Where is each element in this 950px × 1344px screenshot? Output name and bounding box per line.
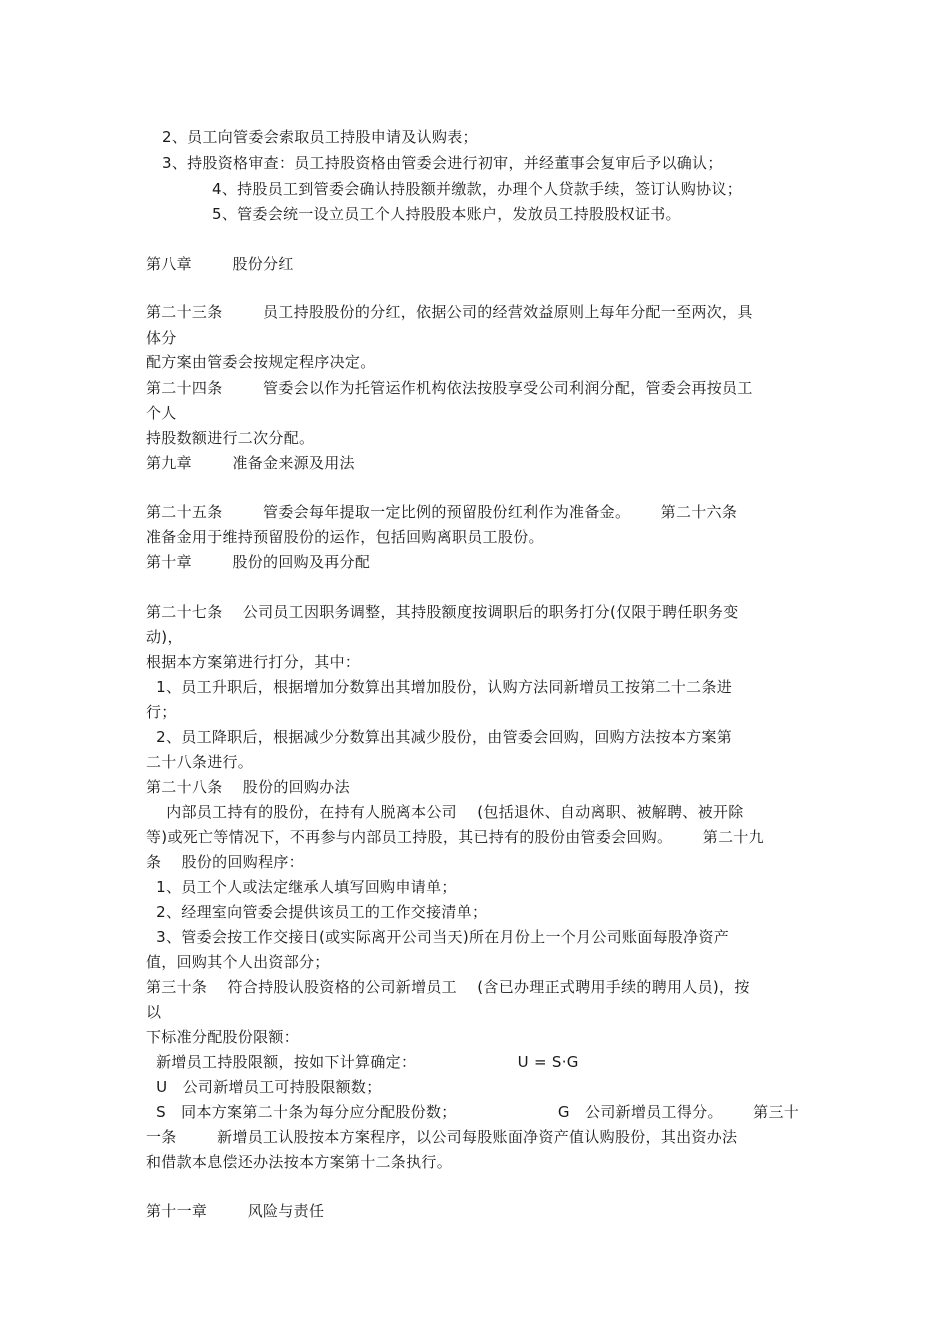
text-line: 个人 (146, 404, 177, 422)
text-line: S 同本方案第二十条为每分应分配股份数； G 公司新增员工得分。 第三十 (146, 1103, 800, 1121)
text-line: 条 股份的回购程序： (146, 853, 304, 871)
text-line: 第二十四条 管委会以作为托管运作机构依法按股享受公司利润分配，管委会再按员工 (146, 379, 753, 397)
text-line: 1、员工个人或法定继承人填写回购申请单； (146, 878, 457, 896)
text-line: 1、员工升职后，根据增加分数算出其增加股份，认购方法同新增员工按第二十二条进 (146, 678, 733, 696)
text-line: 行； (146, 703, 177, 721)
text-line: 第二十五条 管委会每年提取一定比例的预留股份红利作为准备金。 第二十六条 (146, 503, 738, 521)
formula-line: 新增员工持股限额，按如下计算确定： U = S·G (146, 1053, 579, 1071)
text-line: 第三十条 符合持股认股资格的公司新增员工 (含已办理正式聘用手续的聘用人员)，按 (146, 978, 750, 996)
text-line: 内部员工持有的股份，在持有人脱离本公司 (包括退休、自动离职、被解聘、被开除 (146, 803, 744, 821)
text-line: 值，回购其个人出资部分； (146, 953, 330, 971)
text-line: 根据本方案第进行打分，其中： (146, 653, 361, 671)
text-line: 准备金用于维持预留股份的运作，包括回购离职员工股份。 (146, 528, 544, 546)
text-line: 第二十七条 公司员工因职务调整，其持股额度按调职后的职务打分(仅限于聘任职务变 (146, 603, 739, 621)
text-line: 2、经理室向管委会提供该员工的工作交接清单； (146, 903, 488, 921)
text-line: 以 (146, 1003, 162, 1021)
text-line: 等)或死亡等情况下，不再参与内部员工持股，其已持有的股份由管委会回购。 第二十九 (146, 828, 764, 846)
text-line: 二十八条进行。 (146, 753, 254, 771)
text-line: 3、持股资格审查：员工持股资格由管委会进行初审，并经董事会复审后予以确认； (162, 154, 723, 172)
chapter-heading: 第十章 股份的回购及再分配 (146, 553, 371, 571)
chapter-heading: 第九章 准备金来源及用法 (146, 454, 355, 472)
text-line: 2、员工向管委会索取员工持股申请及认购表； (162, 128, 478, 146)
text-line: 持股数额进行二次分配。 (146, 429, 315, 447)
text-line: 一条 新增员工认股按本方案程序，以公司每股账面净资产值认购股份，其出资办法 (146, 1128, 738, 1146)
text-line: 动)， (146, 628, 183, 646)
text-line: 5、管委会统一设立员工个人持股股本账户，发放员工持股股权证书。 (212, 205, 681, 223)
text-line: 4、持股员工到管委会确认持股额并缴款，办理个人贷款手续，签订认购协议； (212, 180, 743, 198)
text-line: U 公司新增员工可持股限额数； (146, 1078, 382, 1096)
text-line: 第二十八条 股份的回购办法 (146, 778, 350, 796)
chapter-heading: 第十一章 风险与责任 (146, 1202, 325, 1220)
chapter-heading: 第八章 股份分红 (146, 255, 294, 273)
text-line: 和借款本息偿还办法按本方案第十二条执行。 (146, 1153, 453, 1171)
text-line: 3、管委会按工作交接日(或实际离开公司当天)所在月份上一个月公司账面每股净资产 (146, 928, 730, 946)
text-line: 体分 (146, 329, 177, 347)
text-line: 配方案由管委会按规定程序决定。 (146, 353, 376, 371)
text-line: 下标准分配股份限额： (146, 1028, 300, 1046)
text-line: 2、员工降职后，根据减少分数算出其减少股份，由管委会回购，回购方法按本方案第 (146, 728, 733, 746)
text-line: 第二十三条 员工持股股份的分红，依据公司的经营效益原则上每年分配一至两次，具 (146, 303, 753, 321)
